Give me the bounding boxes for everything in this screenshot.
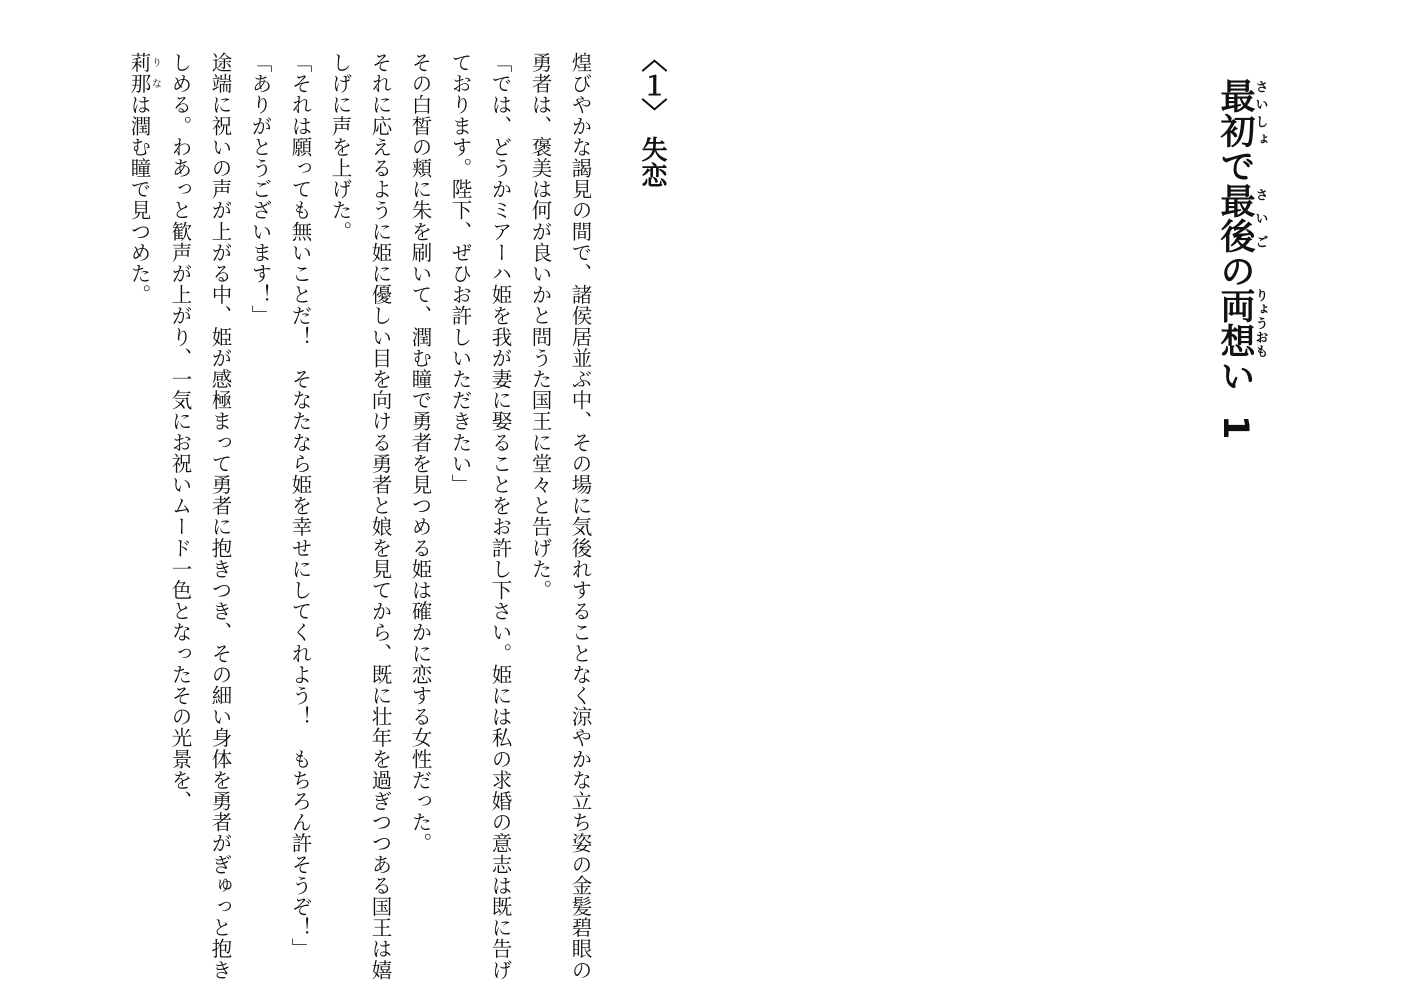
chapter-title: 失恋	[637, 136, 667, 188]
title-volume-number: 1	[1215, 415, 1255, 440]
title-word: 最初さいしょ	[1215, 78, 1268, 148]
title-word: 両想りょうおも	[1215, 288, 1268, 358]
paragraph: 「では、どうかミアーハ姫を我が妻に娶ることをお許し下さい。姫には私の求婚の意志は既に告げております。陛下、ぜひお許しいただきたい」	[448, 52, 512, 981]
title-word: の	[1215, 253, 1255, 288]
paragraph: それに応えるように姫に優しい目を向ける勇者と娘を見てから、既に壮年を過ぎつつある国王は嬉しげに声を上げた。	[328, 52, 392, 981]
title-word: で	[1215, 148, 1255, 183]
paragraph: 途端に祝いの声が上がる中、姫が感極まって勇者に抱きつき、その細い身体を勇者がぎゅっと抱きしめる。わあっと歓声が上がり、一気にお祝いムード一色となったその光景を、	[168, 52, 232, 981]
paragraph: その白皙の頬に朱を刷いて、潤む瞳で勇者を見つめる姫は確かに恋する女性だった。	[408, 52, 432, 854]
chapter-heading	[628, 46, 676, 276]
title-word: 最後さいご	[1215, 183, 1268, 253]
paragraph: 「それは願っても無いことだ！ そなたなら姫を幸せにしてくれよう！ もちろん許そうぞ！」	[288, 52, 312, 960]
paragraph-last-text: は潤む瞳で見つめた。	[127, 94, 151, 306]
ruby-name: 莉那りな	[127, 52, 161, 95]
paragraph: 「ありがとうございます！」	[248, 52, 272, 327]
paragraph-last	[119, 52, 160, 982]
chapter-number: 〈１〉	[637, 46, 667, 124]
body-text	[70, 52, 600, 982]
paragraph: 煌びやかな謁見の間で、諸侯居並ぶ中、その場に気後れすることなく涼やかな立ち姿の金髪碧眼の勇者は、褒美は何が良いかと問うた国王に堂々と告げた。	[528, 52, 592, 981]
title-word: い	[1215, 358, 1255, 393]
book-title	[1200, 78, 1270, 498]
